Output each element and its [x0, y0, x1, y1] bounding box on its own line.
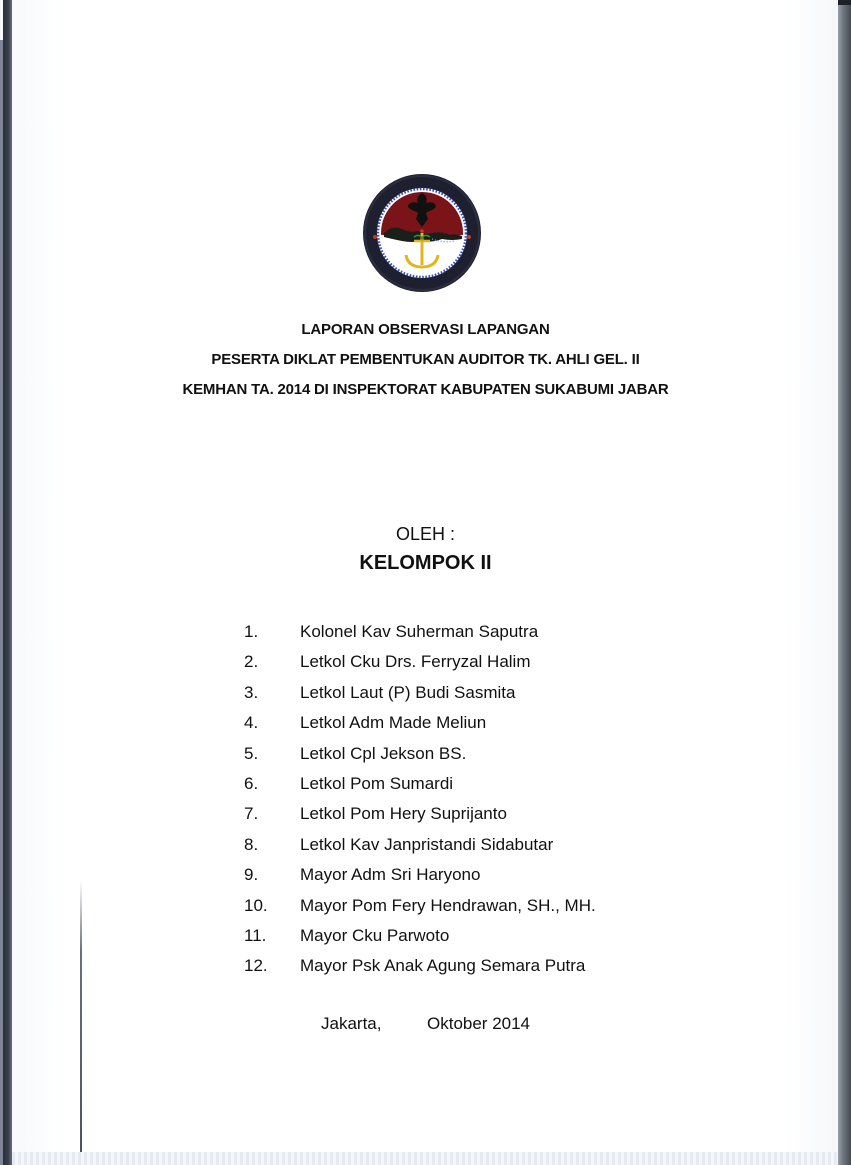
member-row [244, 680, 596, 710]
report-title [0, 315, 851, 405]
member-name: Letkol Kav Janpristandi Sidabutar [300, 834, 554, 854]
member-number: 6. [244, 773, 259, 793]
member-row [244, 649, 596, 679]
member-row [244, 832, 596, 862]
member-row [244, 741, 596, 771]
member-list [244, 619, 596, 984]
member-name: Letkol Pom Sumardi [300, 773, 454, 793]
member-number: 11. [244, 925, 267, 945]
member-number: 3. [244, 682, 259, 702]
member-row [244, 953, 596, 983]
place-and-date [321, 1014, 530, 1034]
date: Oktober 2014 [427, 1014, 531, 1033]
member-name: Letkol Cpl Jekson BS. [300, 743, 467, 763]
member-name: Letkol Adm Made Meliun [300, 713, 487, 733]
scan-bottom-strip [12, 1152, 838, 1165]
group-label: KELOMPOK II [359, 552, 492, 574]
member-row [244, 893, 596, 923]
member-name: Letkol Laut (P) Budi Sasmita [300, 682, 516, 702]
member-name: Mayor Psk Anak Agung Semara Putra [300, 956, 586, 976]
member-name: Mayor Cku Parwoto [300, 925, 450, 945]
title-line-3: KEMHAN TA. 2014 DI INSPEKTORAT KABUPATEN SUKABUMI JABAR [182, 381, 669, 398]
member-number: 1. [244, 622, 259, 641]
member-number: 2. [244, 652, 259, 672]
member-row [244, 923, 596, 953]
member-row [244, 862, 596, 892]
scan-edge-right [838, 5, 851, 1165]
member-name: Letkol Pom Hery Suprijanto [300, 804, 507, 824]
title-line-1: LAPORAN OBSERVASI LAPANGAN [301, 321, 550, 338]
member-row [244, 801, 596, 831]
member-number: 9. [244, 865, 259, 885]
member-number: 12. [244, 956, 268, 976]
member-name: Mayor Pom Fery Hendrawan, SH., MH. [300, 895, 596, 915]
emblem-logo-icon [362, 173, 482, 293]
place: Jakarta, [321, 1014, 382, 1033]
member-number: 5. [244, 743, 259, 763]
member-name: Kolonel Kav Suherman Saputra [300, 622, 539, 641]
fold-line [80, 880, 82, 1165]
member-number: 8. [244, 834, 259, 854]
member-row [244, 771, 596, 801]
member-number: 10. [244, 895, 268, 915]
scan-edge-left [3, 0, 12, 1165]
title-line-2: PESERTA DIKLAT PEMBENTUKAN AUDITOR TK. AHLI GEL. II [211, 351, 640, 368]
by-label: OLEH : [395, 524, 456, 544]
member-number: 7. [244, 804, 259, 824]
member-number: 4. [244, 713, 259, 733]
member-row [244, 619, 596, 649]
member-name: Letkol Cku Drs. Ferryzal Halim [300, 652, 531, 672]
member-name: Mayor Adm Sri Haryono [300, 865, 481, 885]
member-row [244, 710, 596, 740]
